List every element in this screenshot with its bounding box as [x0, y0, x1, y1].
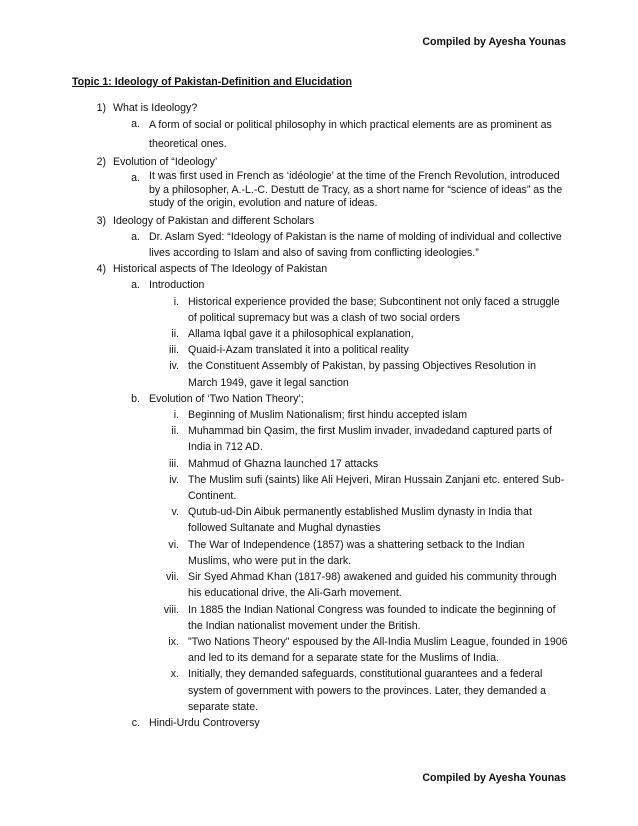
list-marker: ii.	[171, 425, 179, 438]
outline-item-level-1	[0, 213, 638, 229]
list-item-text: Historical aspects of The Ideology of Pakistan	[113, 263, 328, 276]
outline-item-level-3	[0, 423, 638, 455]
outline-item-level-3	[0, 407, 638, 423]
list-item-text: Hindi-Urdu Controversy	[149, 716, 260, 729]
outline-item-level-3	[0, 504, 638, 536]
outline-item-level-2	[0, 715, 638, 731]
page-header: Compiled by Ayesha Younas	[422, 36, 566, 48]
list-marker: b.	[131, 392, 140, 405]
outline-item-level-2	[0, 170, 638, 212]
list-marker: 2)	[96, 156, 106, 169]
list-marker: ix.	[168, 635, 179, 648]
outline-item-level-3	[0, 326, 638, 342]
list-item-text: Initially, they demanded safeguards, constitutional guarantees and a federal system of government with powers to the provinces. Later, they demanded a separate state.	[188, 668, 547, 713]
list-marker: iv.	[169, 473, 179, 486]
outline-item-level-2	[0, 116, 638, 154]
outline-item-level-3	[0, 358, 638, 390]
list-item-text: What is Ideology?	[113, 102, 198, 114]
list-marker: a.	[131, 279, 140, 292]
list-marker: a.	[131, 230, 140, 243]
outline-item-level-3	[0, 342, 638, 358]
outline-item-level-3	[0, 472, 638, 504]
list-item-text: Introduction	[149, 279, 205, 292]
outline-item-level-1	[0, 100, 638, 116]
list-item-text: Historical experience provided the base; Subcontinent not only faced a struggle of political supremacy but was a clash of two social orders	[188, 295, 560, 324]
list-marker: a.	[131, 172, 140, 185]
list-item-text: It was first used in French as ‘idéologie’ at the time of the French Revolution, introduced by a philosopher, A.-L.-C. Destutt de Tracy, as a short name for “science of ideas” as the study of the origin, evolution and nature of ideas.	[149, 170, 563, 210]
list-item-text: Qutub-ud-Din Aibuk permanently established Muslim dynasty in India that followed Sultanate and Mughal dynasties	[188, 506, 532, 535]
list-marker: viii.	[163, 603, 179, 616]
list-item-text: In 1885 the Indian National Congress was founded to indicate the beginning of the Indian nationalist movement under the British.	[188, 603, 556, 632]
outline-item-level-3	[0, 569, 638, 601]
outline-item-level-3	[0, 666, 638, 715]
outline-list	[0, 100, 638, 731]
list-marker: i.	[173, 295, 179, 308]
outline-item-level-3	[0, 537, 638, 569]
list-item-text: "Two Nations Theory" espoused by the All-India Muslim League, founded in 1906 and led to its demand for a separate state for the Muslims of India.	[188, 635, 568, 665]
list-marker: iii.	[168, 344, 179, 357]
list-marker: iv.	[169, 360, 179, 373]
list-item-text: Evolution of ‘Two Nation Theory’;	[149, 392, 304, 405]
list-marker: i.	[173, 409, 179, 422]
list-item-text: Ideology of Pakistan and different Scholars	[113, 214, 315, 227]
list-marker: v.	[171, 506, 179, 519]
outline-item-level-3	[0, 456, 638, 472]
list-marker: iii.	[168, 457, 179, 470]
outline-item-level-2	[0, 277, 638, 293]
list-item-text: The Muslim sufi (saints) like Ali Hejveri, Miran Hussain Zanjani etc. entered Sub-Continent.	[188, 473, 565, 503]
list-marker: 4)	[96, 263, 106, 276]
page-footer: Compiled by Ayesha Younas	[422, 772, 566, 784]
list-item-text: A form of social or political philosophy in which practical elements are as prominent as theoretical ones.	[149, 119, 552, 151]
outline-item-level-1	[0, 261, 638, 277]
list-item-text: Dr. Aslam Syed: “Ideology of Pakistan is the name of molding of individual and collective lives according to Islam and also of saving from conflicting ideologies.”	[149, 230, 562, 260]
outline-item-level-1	[0, 154, 638, 170]
list-item-text: Sir Syed Ahmad Khan (1817-98) awakened and guided his community through his educational drive, the Ali-Garh movement.	[188, 571, 557, 600]
list-marker: a.	[131, 118, 140, 131]
list-item-text: The War of Independence (1857) was a shattering setback to the Indian Muslims, who were put in the dark.	[188, 538, 525, 567]
outline-item-level-3	[0, 634, 638, 666]
list-item-text: Mahmud of Ghazna launched 17 attacks	[188, 457, 379, 470]
outline-item-level-3	[0, 602, 638, 634]
list-item-text: Muhammad bin Qasim, the first Muslim invader, invadedand captured parts of India in 712 AD.	[188, 425, 552, 454]
outline-item-level-3	[0, 294, 638, 326]
list-marker: vi.	[168, 538, 179, 551]
list-item-text: the Constituent Assembly of Pakistan, by passing Objectives Resolution in March 1949, gave it legal sanction	[188, 360, 537, 389]
list-item-text: Beginning of Muslim Nationalism; first hindu accepted islam	[188, 409, 468, 422]
list-marker: x.	[170, 668, 179, 681]
list-marker: ii.	[171, 328, 179, 341]
list-marker: 1)	[96, 102, 106, 114]
list-marker: 3)	[96, 214, 106, 227]
outline-item-level-2	[0, 229, 638, 261]
list-item-text: Quaid-i-Azam translated it into a political reality	[188, 344, 409, 357]
list-item-text: Allama Iqbal gave it a philosophical explanation,	[188, 328, 414, 341]
list-item-text: Evolution of “Ideology’	[113, 156, 218, 169]
topic-title: Topic 1: Ideology of Pakistan-Definition and Elucidation	[72, 76, 352, 88]
list-marker: c.	[131, 716, 140, 729]
list-marker: vii.	[166, 571, 179, 584]
outline-item-level-2	[0, 391, 638, 407]
